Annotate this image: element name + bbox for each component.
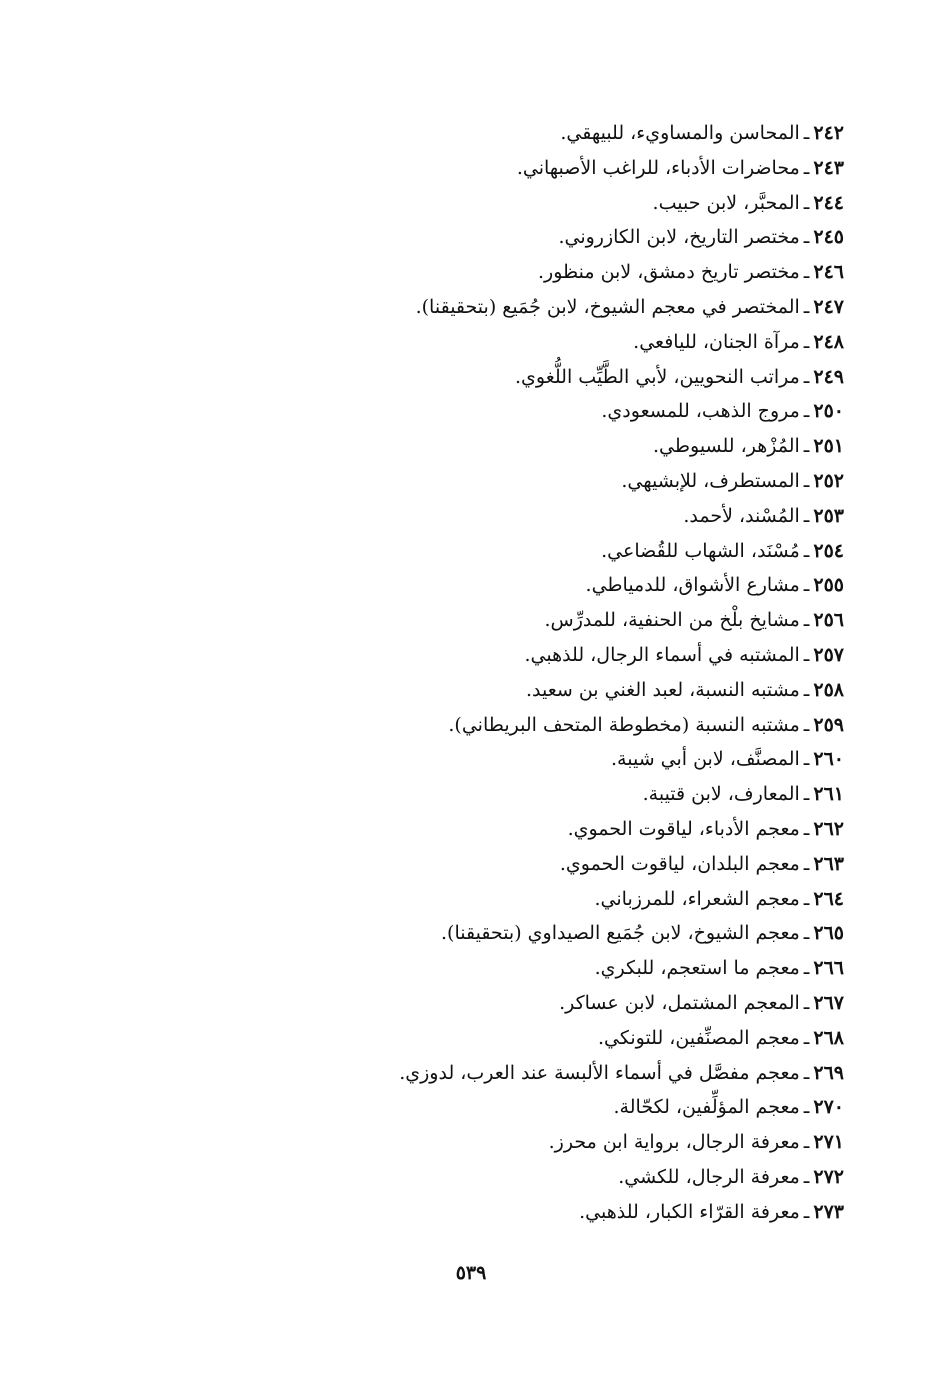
bibliography-entry xyxy=(224,1125,844,1160)
entry-text: المصنَّف، لابن أبي شيبة. xyxy=(611,748,800,771)
entry-number: ٢٤٢ xyxy=(813,122,844,144)
page-number: ٥٣٩ xyxy=(455,1262,487,1284)
entry-number: ٢٤٤ xyxy=(813,191,844,214)
entry-number: ٢٤٣ xyxy=(813,156,844,179)
entry-separator: ـ xyxy=(803,400,810,423)
entry-separator: ـ xyxy=(803,748,810,771)
bibliography-entry xyxy=(224,464,844,499)
entry-number: ٢٥٨ xyxy=(813,678,844,701)
bibliography-entry xyxy=(224,708,844,743)
entry-text: معجم الأدباء، لياقوت الحموي. xyxy=(567,817,800,840)
entry-number: ٢٦٧ xyxy=(813,991,844,1014)
entry-separator: ـ xyxy=(803,539,810,562)
bibliography-entry xyxy=(224,603,844,638)
entry-text: مشارع الأشواق، للدمياطي. xyxy=(585,574,800,597)
entry-text: مُسْنَد، الشهاب للقُضاعي. xyxy=(601,539,800,562)
entry-text: مختصر التاريخ، لابن الكازروني. xyxy=(558,226,800,249)
entry-number: ٢٦٠ xyxy=(813,748,844,771)
entry-number: ٢٥١ xyxy=(813,435,844,458)
entry-separator: ـ xyxy=(803,852,810,875)
entry-number: ٢٧٣ xyxy=(813,1200,844,1223)
entry-text: المستطرف، للإبشيهي. xyxy=(621,469,800,492)
entry-number: ٢٥٠ xyxy=(813,400,844,423)
entry-number: ٢٥٧ xyxy=(813,643,844,666)
entry-separator: ـ xyxy=(803,991,810,1014)
entry-number: ٢٧٠ xyxy=(813,1096,844,1119)
entry-number: ٢٦٥ xyxy=(813,922,844,945)
entry-number: ٢٥٩ xyxy=(813,713,844,736)
bibliography-entry xyxy=(224,986,844,1021)
bibliography-entry xyxy=(224,882,844,917)
bibliography-entry xyxy=(224,1195,844,1230)
bibliography-entry xyxy=(224,255,844,290)
bibliography-entry xyxy=(224,1056,844,1091)
bibliography-entry xyxy=(224,1090,844,1125)
entry-text: معجم المؤلِّفين، لكحّالة. xyxy=(613,1096,800,1119)
entry-number: ٢٤٧ xyxy=(813,295,844,318)
bibliography-entry xyxy=(224,186,844,221)
entry-number: ٢٧١ xyxy=(813,1131,844,1154)
entry-number: ٢٤٥ xyxy=(813,226,844,249)
entry-text: المحبَّر، لابن حبيب. xyxy=(652,191,800,214)
entry-text: معرفة الرجال، برواية ابن محرز. xyxy=(548,1131,800,1154)
bibliography-entry xyxy=(224,673,844,708)
bibliography-entry xyxy=(224,499,844,534)
entry-number: ٢٥٢ xyxy=(813,469,844,492)
entry-separator: ـ xyxy=(803,1061,810,1084)
bibliography-entry xyxy=(224,812,844,847)
bibliography-entry xyxy=(224,360,844,395)
entry-separator: ـ xyxy=(803,295,810,318)
entry-text: معجم المصنِّفين، للتونكي. xyxy=(597,1026,800,1049)
entry-number: ٢٧٢ xyxy=(813,1165,844,1188)
bibliography-entry xyxy=(224,116,844,151)
entry-number: ٢٦٩ xyxy=(813,1061,844,1084)
bibliography-entry xyxy=(224,534,844,569)
entry-separator: ـ xyxy=(803,226,810,249)
entry-separator: ـ xyxy=(803,1200,810,1223)
entry-text: المختصر في معجم الشيوخ، لابن جُمَيع (بتحقيقنا). xyxy=(415,295,800,318)
entry-separator: ـ xyxy=(803,609,810,632)
entry-text: معرفة القرّاء الكبار، للذهبي. xyxy=(579,1200,800,1223)
entry-separator: ـ xyxy=(803,191,810,214)
bibliography-entry xyxy=(224,638,844,673)
bibliography-entry xyxy=(224,151,844,186)
entry-text: المعارف، لابن قتيبة. xyxy=(642,783,800,806)
bibliography-entry xyxy=(224,394,844,429)
entry-separator: ـ xyxy=(803,783,810,806)
entry-text: محاضرات الأدباء، للراغب الأصبهاني. xyxy=(516,156,800,179)
entry-separator: ـ xyxy=(803,713,810,736)
entry-separator: ـ xyxy=(803,261,810,284)
entry-text: مشتبه النسبة (مخطوطة المتحف البريطاني). xyxy=(448,713,800,736)
bibliography-entry xyxy=(224,847,844,882)
entry-text: مروج الذهب، للمسعودي. xyxy=(601,400,800,423)
entry-separator: ـ xyxy=(803,1096,810,1119)
entry-number: ٢٦٣ xyxy=(813,852,844,875)
entry-separator: ـ xyxy=(803,156,810,179)
entry-separator: ـ xyxy=(803,574,810,597)
bibliography-entry xyxy=(224,777,844,812)
entry-text: معجم الشعراء، للمرزباني. xyxy=(594,887,800,910)
entry-text: مرآة الجنان، لليافعي. xyxy=(633,330,800,353)
entry-text: مشايخ بلْخ من الحنفية، للمدرِّس. xyxy=(544,609,800,632)
entry-separator: ـ xyxy=(803,922,810,945)
entry-text: المُزْهر، للسيوطي. xyxy=(653,435,800,458)
bibliography-list xyxy=(224,116,844,1230)
bibliography-entry xyxy=(224,916,844,951)
entry-number: ٢٦٤ xyxy=(813,887,844,910)
bibliography-entry xyxy=(224,1021,844,1056)
entry-number: ٢٥٦ xyxy=(813,609,844,632)
entry-number: ٢٤٦ xyxy=(813,261,844,284)
entry-separator: ـ xyxy=(803,469,810,492)
entry-separator: ـ xyxy=(803,817,810,840)
entry-separator: ـ xyxy=(803,504,810,527)
entry-text: مشتبه النسبة، لعبد الغني بن سعيد. xyxy=(525,678,800,701)
entry-separator: ـ xyxy=(803,1026,810,1049)
entry-number: ٢٥٣ xyxy=(813,504,844,527)
entry-separator: ـ xyxy=(803,435,810,458)
entry-text: مختصر تاريخ دمشق، لابن منظور. xyxy=(538,261,800,284)
entry-separator: ـ xyxy=(803,330,810,353)
bibliography-entry xyxy=(224,290,844,325)
entry-number: ٢٥٤ xyxy=(813,539,844,562)
entry-number: ٢٦٨ xyxy=(813,1026,844,1049)
entry-number: ٢٦٢ xyxy=(813,817,844,840)
bibliography-entry xyxy=(224,951,844,986)
entry-separator: ـ xyxy=(803,678,810,701)
entry-separator: ـ xyxy=(803,643,810,666)
entry-text: المُسْند، لأحمد. xyxy=(683,504,800,527)
entry-text: معجم ما استعجم، للبكري. xyxy=(594,957,800,980)
entry-text: معجم مفصَّل في أسماء الألبسة عند العرب، لدوزي. xyxy=(399,1061,800,1084)
entry-separator: ـ xyxy=(803,1165,810,1188)
entry-text: مراتب النحويين، لأبي الطَّيِّب اللُّغوي. xyxy=(515,365,800,388)
bibliography-entry xyxy=(224,429,844,464)
entry-separator: ـ xyxy=(803,122,810,144)
bibliography-entry xyxy=(224,325,844,360)
entry-text: معجم الشيوخ، لابن جُمَيع الصيداوي (بتحقيقنا). xyxy=(441,922,800,945)
entry-number: ٢٤٨ xyxy=(813,330,844,353)
entry-text: معرفة الرجال، للكشي. xyxy=(618,1165,800,1188)
bibliography-entry xyxy=(224,568,844,603)
entry-separator: ـ xyxy=(803,957,810,980)
entry-separator: ـ xyxy=(803,365,810,388)
bibliography-entry xyxy=(224,1160,844,1195)
entry-text: المشتبه في أسماء الرجال، للذهبي. xyxy=(524,643,800,666)
entry-number: ٢٥٥ xyxy=(813,574,844,597)
entry-text: المحاسن والمساويء، للبيهقي. xyxy=(560,122,800,144)
entry-separator: ـ xyxy=(803,887,810,910)
entry-text: معجم البلدان، لياقوت الحموي. xyxy=(559,852,800,875)
entry-text: المعجم المشتمل، لابن عساكر. xyxy=(559,991,800,1014)
entry-separator: ـ xyxy=(803,1131,810,1154)
entry-number: ٢٦٦ xyxy=(813,957,844,980)
bibliography-entry xyxy=(224,742,844,777)
entry-number: ٢٤٩ xyxy=(813,365,844,388)
bibliography-entry xyxy=(224,220,844,255)
entry-number: ٢٦١ xyxy=(813,783,844,806)
